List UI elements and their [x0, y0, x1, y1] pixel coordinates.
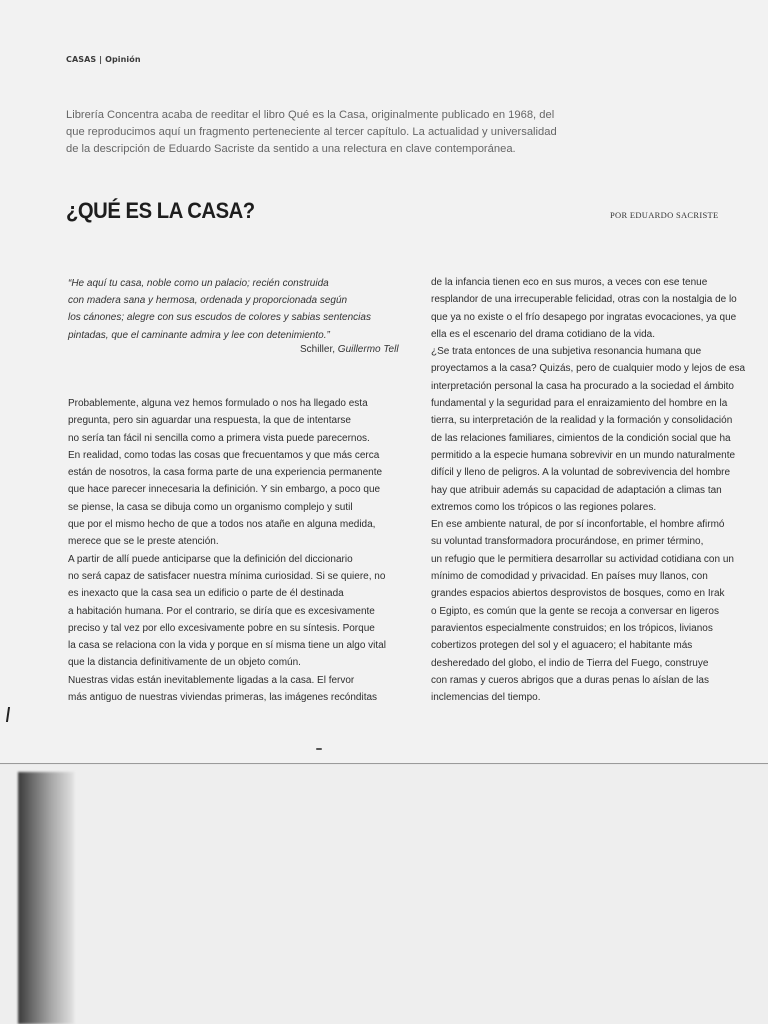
body-line: ella es el escenario del drama cotidiano de la vida. — [431, 328, 656, 340]
body-line: hay que atribuir además su capacidad de adaptación a climas tan — [431, 484, 722, 496]
body-line: proyectamos a la casa? Quizás, pero de cualquier modo y lejos de esa — [431, 363, 746, 375]
epigraph-line: con madera sana y hermosa, ordenada y proporcionada según — [68, 295, 348, 307]
body-line: mínimo de comodidad y privacidad. En países muy llanos, con — [431, 571, 708, 583]
scan-speck — [316, 748, 322, 750]
body-line: la casa se relaciona con la vida y porque en sí misma tiene un algo vital — [68, 640, 386, 652]
epigraph-line: pintadas, que el caminante admira y lee con detenimiento.” — [68, 329, 330, 341]
body-line: que hace parecer innecesaria la definición. Y sin embargo, a poco que — [68, 484, 381, 496]
body-line: ¿Se trata entonces de una subjetiva resonancia humana que — [431, 346, 702, 358]
section-label: CASAS | Opinión — [66, 55, 141, 64]
body-line: que la distancia definitivamente de un objeto común. — [68, 657, 301, 669]
body-line: un refugio que le permitiera desarrollar su actividad cotidiana con un — [431, 553, 734, 565]
body-line: fundamental y la seguridad para el enraizamiento del hombre en la — [431, 398, 728, 410]
body-column-left — [68, 395, 408, 706]
body-line: de las relaciones familiares, cimientos de la condición social que ha — [431, 432, 731, 444]
body-line: En realidad, como todas las cosas que frecuentamos y que más cerca — [68, 449, 380, 461]
body-column-right — [431, 274, 761, 706]
epigraph-line: “He aquí tu casa, noble como un palacio; recién construida — [68, 278, 329, 289]
page-fold-shadow — [18, 772, 74, 1024]
epigraph-author: Schiller, — [300, 344, 338, 355]
body-line: merece que se le preste atención. — [68, 536, 219, 548]
body-line: o Egipto, es común que la gente se recoja a conversar en ligeros — [431, 605, 719, 617]
epigraph-attribution — [300, 344, 399, 355]
body-line: A partir de allí puede anticiparse que la definición del diccionario — [68, 553, 353, 565]
body-line: con ramas y cueros abrigos que a duras penas lo aíslan de las — [431, 674, 709, 686]
body-line: resplandor de una irrecuperable felicidad, otras con la nostalgia de lo — [431, 294, 737, 306]
body-line: pregunta, pero sin aguardar una respuesta, la que de intentarse — [68, 415, 351, 427]
epigraph-line: los cánones; alegre con sus escudos de colores y sabias sentencias — [68, 312, 371, 324]
epigraph-work: Guillermo Tell — [337, 344, 399, 355]
intro-line: Librería Concentra acaba de reeditar el libro Qué es la Casa, originalmente publicado en 1968, del — [66, 109, 555, 121]
article-byline: POR EDUARDO SACRISTE — [610, 210, 719, 220]
body-line: no sería tan fácil ni sencilla como a primera vista puede parecernos. — [68, 432, 370, 444]
body-line: que por el mismo hecho de que a todos nos atañe en alguna medida, — [68, 519, 376, 531]
body-line: extremos como los trópicos o las regiones polares. — [431, 501, 657, 513]
body-line: Nuestras vidas están inevitablemente ligadas a la casa. El fervor — [68, 674, 355, 686]
body-line: grandes espacios abiertos desprovistos de bosques, como en Irak — [431, 588, 725, 600]
body-line: su voluntad transformadora procurándose, en primer término, — [431, 536, 704, 548]
next-page-area — [0, 765, 768, 1024]
body-line: que ya no existe o el frío desapego por ingratas evocaciones, ya que — [431, 311, 737, 323]
scan-mark — [6, 707, 10, 722]
body-line: a habitación humana. Por el contrario, se diría que es excesivamente — [68, 605, 375, 617]
body-line: están de nosotros, la casa forma parte de una experiencia permanente — [68, 467, 383, 479]
body-line: desheredado del globo, el indio de Tierra del Fuego, construye — [431, 657, 709, 669]
body-line: Probablemente, alguna vez hemos formulado o nos ha llegado esta — [68, 398, 368, 409]
body-line: más antiguo de nuestras viviendas primeras, las imágenes recónditas — [68, 692, 378, 704]
intro-paragraph — [66, 107, 686, 158]
body-line: En ese ambiente natural, de por sí inconfortable, el hombre afirmó — [431, 519, 725, 531]
intro-line: que reproducimos aquí un fragmento perteneciente al tercer capítulo. La actualidad y universalidad — [66, 126, 557, 138]
body-line: inclemencias del tiempo. — [431, 692, 541, 704]
intro-line: de la descripción de Eduardo Sacriste da sentido a una relectura en clave contemporánea. — [66, 143, 516, 155]
body-line: difícil y lleno de peligros. A la voluntad de sobrevivencia del hombre — [431, 467, 731, 479]
body-line: paravientos especialmente construidos; en los trópicos, livianos — [431, 622, 713, 634]
body-line: no será capaz de satisfacer nuestra mínima curiosidad. Si se quiere, no — [68, 570, 386, 582]
body-line: tierra, su interpretación de la realidad y la formación y consolidación — [431, 415, 733, 427]
body-line: interpretación personal la casa ha procurado a la sociedad el ámbito — [431, 380, 734, 392]
article-title: ¿QUÉ ES LA CASA? — [66, 198, 255, 223]
body-line: es inexacto que la casa sea un edificio o parte de él destinada — [68, 588, 344, 600]
body-line: cobertizos protegen del sol y el aguacero; el habitante más — [431, 640, 693, 652]
body-line: de la infancia tienen eco en sus muros, a veces con ese tenue — [431, 277, 708, 288]
body-line: preciso y tal vez por ello excesivamente pobre en su síntesis. Porque — [68, 622, 375, 634]
body-line: se piense, la casa se dibuja como un organismo complejo y sutil — [68, 501, 353, 513]
body-line: permitido a la especie humana sobrevivir en un mundo naturalmente — [431, 449, 736, 461]
epigraph-quote — [68, 275, 408, 344]
